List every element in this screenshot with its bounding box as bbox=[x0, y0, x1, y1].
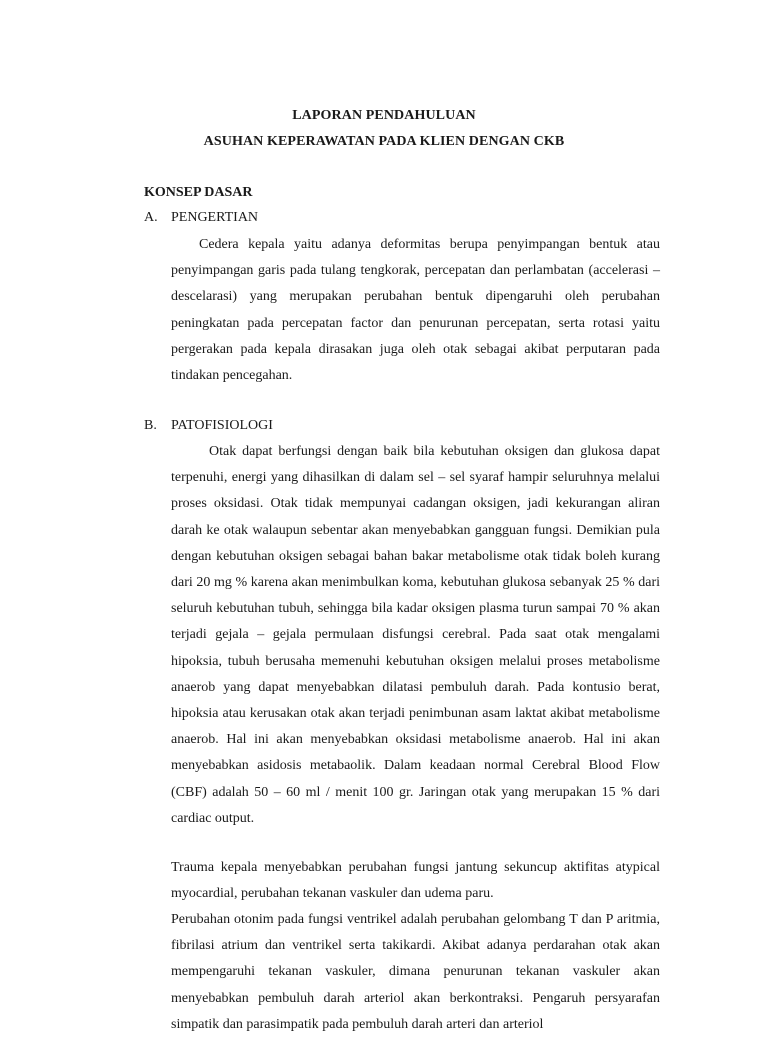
patofisiologi-paragraph-3: Perubahan otonim pada fungsi ventrikel adalah perubahan gelombang T dan P aritmia, fibrilasi atrium dan ventrikel serta takikardi. Akibat adanya perdarahan otak akan mempengaruhi tekanan vaskuler, dimana penurunan tekanan vaskuler akan menyebabkan pembuluh darah arteriol akan berkontraksi. Pengaruh persyarafan simpatik dan parasimpatik pada pembuluh darah arteri dan arteriol bbox=[171, 912, 660, 1032]
section-a-letter: A. bbox=[144, 210, 158, 225]
section-a-heading bbox=[144, 210, 258, 226]
section-b-heading bbox=[144, 418, 273, 434]
pengertian-paragraph: Cedera kepala yaitu adanya deformitas berupa penyimpangan bentuk atau penyimpangan garis pada tulang tengkorak, percepatan dan perlambatan (accelerasi – descelarasi) yang merupakan perubahan bentuk dipengaruhi oleh perubahan peningkatan pada percepatan factor dan penurunan percepatan, serta rotasi yaitu pergerakan pada kepala dirasakan juga oleh otak sebagai akibat perputaran pada tindakan pencegahan. bbox=[171, 237, 660, 384]
section-heading-konsep-dasar: KONSEP DASAR bbox=[144, 185, 253, 200]
patofisiologi-paragraph-1: Otak dapat berfungsi dengan baik bila kebutuhan oksigen dan glukosa dapat terpenuhi, energi yang dihasilkan di dalam sel – sel syaraf hampir seluruhnya melalui proses oksidasi. Otak tidak mempunyai cadangan oksigen, jadi kekurangan aliran darah ke otak walaupun sebentar akan menyebabkan gangguan fungsi. Demikian pula dengan kebutuhan oksigen sebagai bahan bakar metabolisme otak tidak boleh kurang dari 20 mg % karena akan menimbulkan koma, kebutuhan glukosa sebanyak 25 % dari seluruh kebutuhan tubuh, sehingga bila kadar oksigen plasma turun sampai 70 % akan terjadi gejala – gejala permulaan disfungsi cerebral. Pada saat otak mengalami hipoksia, tubuh berusaha memenuhi kebutuhan oksigen melalui proses metabolisme anaerob yang dapat menyebabkan dilatasi pembuluh darah. Pada kontusio berat, hipoksia atau kerusakan otak akan terjadi penimbunan asam laktat akibat metabolisme anaerob. Hal ini akan menyebabkan oksidasi metabolisme anaerob. Hal ini akan menyebabkan asidosis metabaolik. Dalam keadaan normal Cerebral Blood Flow (CBF) adalah 50 – 60 ml / menit 100 gr. Jaringan otak yang merupakan 15 % dari cardiac output. bbox=[171, 444, 660, 826]
patofisiologi-paragraph-2: Trauma kepala menyebabkan perubahan fungsi jantung sekuncup aktifitas atypical myocardial, perubahan tekanan vaskuler dan udema paru. bbox=[171, 860, 660, 902]
document-title-line1: LAPORAN PENDAHULUAN bbox=[292, 108, 476, 123]
section-b-label: PATOFISIOLOGI bbox=[171, 418, 273, 433]
section-a-label: PENGERTIAN bbox=[171, 210, 259, 225]
document-title-line2: ASUHAN KEPERAWATAN PADA KLIEN DENGAN CKB bbox=[203, 134, 565, 149]
section-b-letter: B. bbox=[144, 418, 157, 433]
